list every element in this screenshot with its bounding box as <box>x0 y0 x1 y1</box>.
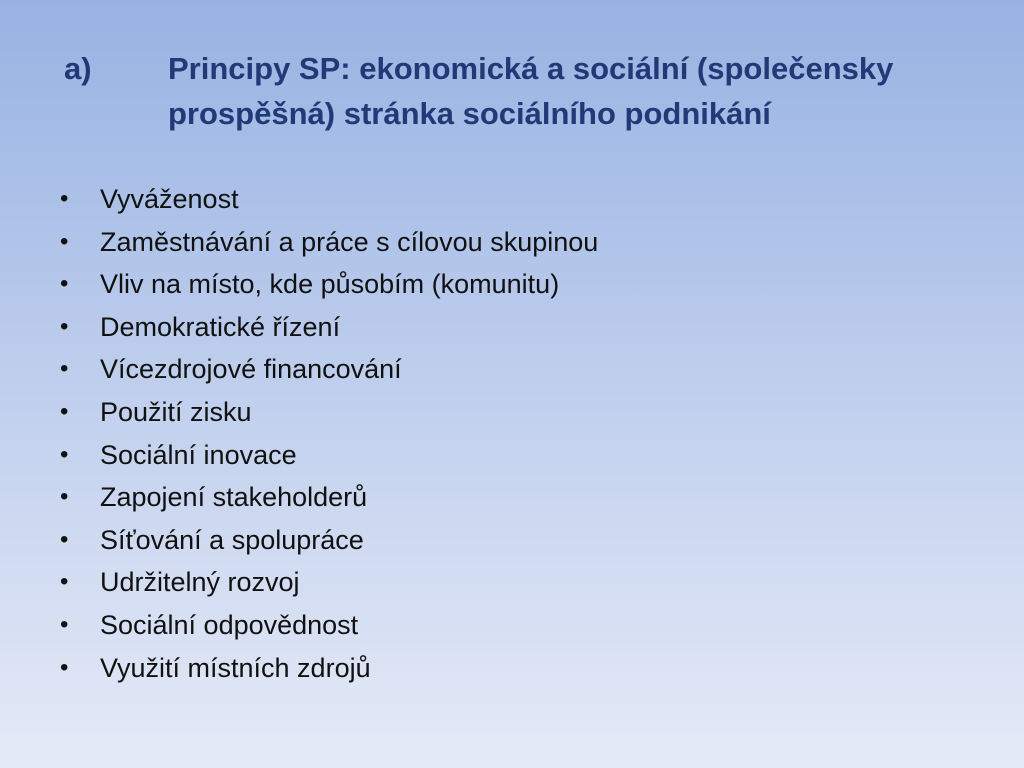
title-line-1: Principy SP: ekonomická a sociální (společensky <box>168 51 894 86</box>
title-text <box>168 46 968 136</box>
bullet-icon: • <box>60 440 69 468</box>
bullet-icon: • <box>60 397 69 425</box>
bullet-text: Síťování a spolupráce <box>100 524 364 555</box>
bullet-text: Využití místních zdrojů <box>100 652 371 683</box>
bullet-text: Demokratické řízení <box>100 311 341 342</box>
bullet-icon: • <box>60 483 69 511</box>
bullet-text: Sociální inovace <box>100 439 297 470</box>
bullet-text: Použití zisku <box>100 396 252 427</box>
bullet-text: Vícezdrojové financování <box>100 354 402 385</box>
bullet-icon: • <box>60 355 69 383</box>
bullet-icon: • <box>60 610 69 638</box>
bullet-text: Zapojení stakeholderů <box>100 482 368 513</box>
bullet-icon: • <box>60 312 69 340</box>
bullet-icon: • <box>60 525 69 553</box>
bullet-icon: • <box>60 185 69 212</box>
bullet-icon: • <box>60 227 69 255</box>
title-line-2: prospěšná) stránka sociálního podnikání <box>168 96 771 131</box>
bullet-text: Udržitelný rozvoj <box>100 567 300 598</box>
bullet-icon: • <box>60 270 69 298</box>
bullet-icon: • <box>60 653 69 681</box>
bullet-text: Vliv na místo, kde působím (komunitu) <box>100 269 560 300</box>
title-marker: a) <box>64 51 92 86</box>
bullet-text: Sociální odpovědnost <box>100 609 359 640</box>
bullet-text: Zaměstnávání a práce s cílovou skupinou <box>100 226 599 257</box>
bullet-text: Vyváženost <box>100 184 239 214</box>
bullet-icon: • <box>60 568 69 596</box>
